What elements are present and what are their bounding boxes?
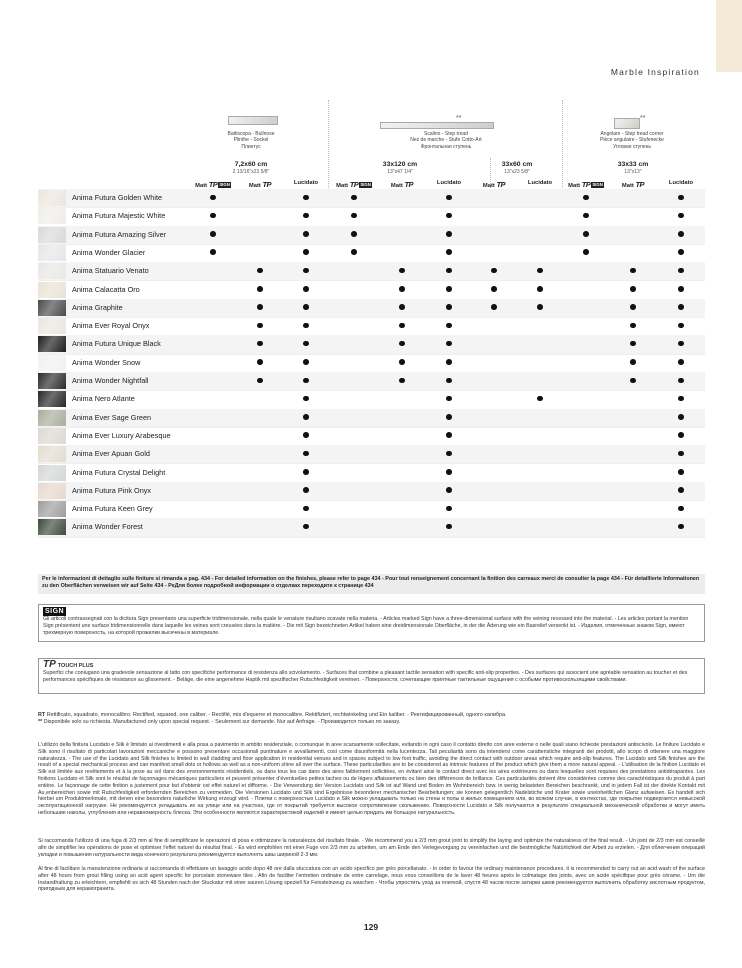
table-row — [38, 500, 705, 519]
table-row — [38, 207, 705, 226]
finish-header: Lucidato — [436, 180, 462, 186]
table-row — [38, 354, 705, 373]
tile-swatch — [38, 501, 66, 517]
touch-plus-mark: TP — [262, 180, 272, 189]
collection-name: Anima Wonder Snow — [72, 357, 141, 367]
finish-header: Matt TP SIGN — [195, 180, 230, 189]
collection-name: Anima Futura Keen Grey — [72, 504, 153, 514]
step-tread-image — [380, 122, 494, 129]
sign-mark: SIGN — [360, 182, 371, 187]
tile-swatch — [38, 300, 66, 316]
availability-dot — [303, 378, 309, 384]
touch-plus-mark: TP — [581, 180, 591, 189]
availability-dot — [399, 304, 405, 310]
table-row — [38, 335, 705, 354]
availability-dot — [446, 268, 452, 274]
availability-dot — [210, 195, 216, 201]
collection-name: Anima Wonder Glacier — [72, 247, 146, 257]
availability-dot — [303, 249, 309, 255]
sign-mark: SIGN — [219, 182, 230, 187]
tile-swatch — [38, 391, 66, 407]
availability-dot — [446, 432, 452, 438]
availability-dot — [303, 304, 309, 310]
availability-dot — [678, 414, 684, 420]
availability-dot — [303, 487, 309, 493]
availability-dot — [351, 195, 357, 201]
availability-dot — [446, 469, 452, 475]
availability-dot — [303, 341, 309, 347]
touch-plus-info-text: Superfici che coniugano una gradevole sensazione al tatto con specifiche performance di resistenza allo scivolamento. - Surfaces that combine a pleasant tactile sensation with specific anti-slip properties. - Des surfaces qui associent une agréable sensation au toucher et des performances spécifiques de résistance au glissement. - Beläge, die eine angenehme Haptik mit spezifischer Rutschfestigkeit vereinen. - Поверхности, сочетающие приятные тактильные ощущения с особыми противоскользящими свойствами. — [43, 670, 688, 683]
tile-swatch — [38, 263, 66, 279]
availability-dot — [257, 359, 263, 365]
size-label: 7,2x60 cm 2 13/16"x23 5/8" — [232, 161, 270, 175]
group-divider — [328, 100, 329, 190]
availability-dot — [446, 506, 452, 512]
finish-header: Lucidato — [293, 180, 319, 186]
availability-dot — [399, 286, 405, 292]
finish-header: Matt TP — [482, 180, 506, 189]
availability-dot — [303, 396, 309, 402]
availability-dot — [257, 323, 263, 329]
availability-dot — [351, 249, 357, 255]
availability-dot — [491, 304, 497, 310]
table-row — [38, 226, 705, 245]
tile-swatch — [38, 282, 66, 298]
availability-dot — [446, 487, 452, 493]
note-rt: RT Rettificato, squadrato, monocalibro. Rectified, squared, one caliber. - Rectifié, mis d'equerre et monocalibre. Rektifiziert, rechtwinkeling und Ein kaliber. - Ректифицированный, одного калибра. — [38, 712, 507, 718]
paragraph-grout-joint: Si raccomanda l'utilizzo di una fuga di 2/3 mm al fine di semplificare le operazioni di posa e ottimizzare la naturalezza del risultato finale. - We recommend you a 2/3 mm grout joint to simplify the laying and optimize the naturalness of the final result. - Un joint de 2/3 mm est conseillé afin de simplifier les opérations de pose et optimiser l'effet naturel du résultat final. - Es wird empfohlen mit einer Fuge von 2/3 mm zu arbeiten, um am Ende den Verlegevorgang zu vereinfachen und die bestmögliche Natürlichkeit der Arbeit zu erzielen. - Для облегчения операций укладки и повышения натуральности вида конечного результата рекомендуется выполнять швы шириной 2-3 мм. — [38, 838, 705, 858]
collection-name: Anima Wonder Nightfall — [72, 376, 149, 385]
availability-dot — [303, 524, 309, 530]
tile-swatch — [38, 465, 66, 481]
collection-name: Anima Futura Crystal Delight — [72, 467, 166, 477]
collection-name: Anima Futura Golden White — [72, 193, 163, 202]
availability-dot — [303, 359, 309, 365]
availability-dot — [678, 286, 684, 292]
availability-dot — [678, 323, 684, 329]
collection-name: Anima Calacatta Oro — [72, 284, 140, 294]
availability-dot — [537, 268, 543, 274]
availability-dot — [446, 378, 452, 384]
touch-plus-mark: TP — [496, 180, 506, 189]
availability-dot — [399, 341, 405, 347]
table-row — [38, 482, 705, 501]
availability-dot — [399, 323, 405, 329]
collection-name: Anima Nero Atlante — [72, 394, 135, 404]
availability-dot — [678, 432, 684, 438]
availability-dot — [678, 195, 684, 201]
collection-name: Anima Futura Unique Black — [72, 339, 161, 349]
tile-swatch — [38, 318, 66, 334]
availability-dot — [678, 249, 684, 255]
notes — [38, 712, 705, 726]
table-row — [38, 299, 705, 318]
table-row — [38, 372, 705, 391]
section-tab — [716, 0, 742, 72]
availability-dot — [303, 432, 309, 438]
availability-dot — [210, 213, 216, 219]
tile-swatch — [38, 483, 66, 499]
availability-dot — [303, 268, 309, 274]
product-step-tread-label: Scalino - Step tread Nez de marche - Stufe Cotto-Art Фронтальная ступень — [410, 131, 482, 150]
on-request-stars: ** — [456, 115, 462, 122]
availability-dot — [446, 451, 452, 457]
availability-dot — [257, 268, 263, 274]
collection-name: Anima Futura Pink Onyx — [72, 485, 152, 495]
paragraph-finish-usage: L'utilizzo della finitura Lucidato e Silk è limitato ai rivestimenti e alla posa a pavimento in ambito residenziale, o comunque in aree scarsamente sollecitate, evitando in ogni caso il contatto diretto con aree esterne o nelle quali siano richieste prestazioni antiscivolo. Le finiture Lucidato e Silk sono il risultato di particolari lavorazioni meccaniche e possono presentare occasionali puntinature e avvallamenti, così come disuniformità nella lucentezza. Tali peculiarità sono da intendersi come caratteristiche integranti dei prodotti, allo scopo di ottenere una maggiore naturalezza. - The use of the Lucidato and Silk finishes is limited to wall cladding and floor application in residential venues and in spaces subject to low foot traffic, avoiding the direct contact with outdoor areas which require anti-slip features. The Lucidato and Silk finishes are the result of a special mechanical process and can manifest small dots or hollows as well as a non-uniform shine all over the surface. These particularities are to be considered as intrinsic features of the product which give them a more natural appeal. - L'utilisation de la finition Lucidato et Silk est limitée aux revêtements et à la pose au sol dans des environnements résidentiels, ou dans tous les cas dans des aires faiblement sollicitées, en évitant ainsi le contact direct avec les aires extérieures ou dans lesquelles sont requises des prestations antidérapantes. Les finitions Lucidato et Silk sont le résultat de façonnages mécaniques particuliers et peuvent présenter d'éventuelles petites taches ou de légers affaissements ou bien des différences de brillance. Ces particularités doivent être considérées comme des caractéristiques du produit à part entière. Le façonnage de cette finition a justement pour but d'obtenir cet effet naturel et difforme. - Die Verwendung der Version Lucidato und Silk ist auf Wand und Boden im Wohnbereich bzw. in wenig belasteten Bereichen beschrankt, und in jedem Fall ist der direkte Kontakt mit Au,enbereichen sowie mit Rutschfestigkeit erfordernden Bereichen zu vermeiden. Die Versionen Lucidato und Silk sind Ergebnisse besonderer mechanischer Bearbeitungen; sie konnen gelegentlich Nadelstiche und Krater sowie uneinheitlichen Glanz aufweisen. Es handelt sich hierbei um Produktmerkmale, mit denen eine besonders naturliche Wirkung erzeugt wird. - Плитки с поверхностью Lucidato и Silk можно укладывать только на стены и полы в жилых помещениях или, во всяком случае, в контекстах, где покрытие подвергается невысокой эксплуатационной нагрузке. Не рекомендуется укладывать их на улице или на участках, где от покрытий требуется высокое сопротивление скольжению. Поверхности Lucidato и Silk получаются в результате специальной механической обработки и могут иметь небольшие наколы, углубления или неравномерность блеска. Эти особенности являются характеристикой изделий и имеют целью придать им большую натуральность. — [38, 742, 705, 816]
sign-info-text: Gli articoli contrassegnati con la dicitura Sign presentano una superficie tridimensionale, nella quale le venature risultano scavate nella materia. - Articles marked Sign have a three-dimensional surface with the veining recessed into the material. - Les articles portant la mention Sign présentent une surface tridimensionnelle dans laquelle les veines sont creusées dans la matière. - Die mit Sign bezeichneten Artikel haben eine dreidimensionale Oberfläche, in der die Äderung wie ein Basrelief versenkt ist. - Изделия, отмеченные знаком Sign, имеют трехмерную поверхность, на которой прожилки высечены в материале. — [43, 616, 689, 636]
availability-dot — [678, 378, 684, 384]
availability-dot — [257, 378, 263, 384]
paragraph-maintenance: Al fine di facilitare la manutenzione ordinaria si raccomanda di effettuare un lavaggio acido dopo 48 ore dalla stuccatura con un acido specifico per grès porcellanato. - In order to favour the ordinary maintenance procedures, it is recommended to carry out an acid wash of the surface after 48 hours from grout filling using an acid agent specific for porcelain stoneware tiles . Afin de faciliter l'entretien ordinaire de votre carrelage, nous vous conseillons de le laver 48 heures après le colmatage des joints, avec un acide spécifique pour grès cérame. - Um die Instandhaltung zu erleichtern, empfiehlt es sich 48 Stunden nach der Stuckatur mit einer sauren Lösung speziell für Feinsteinzeug zu waschen - Чтобы упростить уход за плиткой, спустя 48 часов после затирки швов рекомендуется выполнить обработку кислотным продуктом, пригодным для керамогранита. — [38, 866, 705, 893]
collection-title: Marble Inspiration — [610, 67, 700, 77]
availability-dot — [630, 286, 636, 292]
collection-name: Anima Futura Amazing Silver — [72, 229, 167, 239]
availability-dot — [303, 213, 309, 219]
availability-dot — [303, 231, 309, 237]
availability-dot — [446, 249, 452, 255]
product-bullnose-label: Battiscopa - Bullnose Plinthe - Sockel Плинтус — [227, 131, 275, 150]
availability-dot — [257, 304, 263, 310]
availability-dot — [303, 506, 309, 512]
table-row — [38, 244, 705, 263]
collection-name: Anima Statuario Venato — [72, 266, 149, 276]
availability-dot — [583, 213, 589, 219]
availability-dot — [257, 341, 263, 347]
table-row — [38, 390, 705, 409]
touch-plus-logo: TP — [43, 659, 56, 670]
availability-dot — [303, 286, 309, 292]
tile-swatch — [38, 208, 66, 224]
availability-dot — [446, 213, 452, 219]
availability-dot — [303, 195, 309, 201]
collection-name: Anima Ever Luxury Arabesque — [72, 430, 171, 440]
tile-swatch — [38, 410, 66, 426]
availability-dot — [446, 304, 452, 310]
availability-dot — [446, 359, 452, 365]
availability-dot — [446, 231, 452, 237]
touch-plus-mark: TP — [635, 180, 645, 189]
availability-dot — [630, 268, 636, 274]
collection-name: Anima Ever Sage Green — [72, 412, 152, 422]
finish-header: Matt TP — [390, 180, 414, 189]
tile-swatch — [38, 519, 66, 535]
availability-dot — [630, 359, 636, 365]
availability-dot — [446, 286, 452, 292]
table-row — [38, 427, 705, 446]
page-number: 129 — [363, 922, 379, 932]
availability-dot — [678, 213, 684, 219]
touch-plus-mark: TP — [404, 180, 414, 189]
tile-swatch — [38, 373, 66, 389]
finish-header: Matt TP SIGN — [336, 180, 371, 189]
tile-swatch — [38, 428, 66, 444]
availability-dot — [210, 231, 216, 237]
bullnose-image — [228, 116, 278, 125]
tile-swatch — [38, 190, 66, 206]
collection-name: Anima Wonder Forest — [72, 522, 143, 532]
availability-dot — [303, 469, 309, 475]
finish-info-bar: Per le informazioni di dettaglio sulle finiture si rimanda a pag. 434 - For detailed information on the finishes, please refer to page 434 - Pour tout renseignement concernant la finition des carreaux merci de consulter la page 434 - Für detaillierte Informationen zu den Oberflächen verweisen wir auf Seite 434 - РеДля более подробной информации о отделках переходите к странице 434 — [38, 574, 705, 594]
size-label: 33x60 cm 13"x23 5/8" — [501, 161, 533, 175]
tile-swatch — [38, 446, 66, 462]
availability-dot — [446, 396, 452, 402]
tile-swatch — [38, 227, 66, 243]
table-row — [38, 518, 705, 537]
availability-dot — [303, 451, 309, 457]
collection-name: Anima Graphite — [72, 302, 123, 312]
table-row — [38, 409, 705, 428]
availability-dot — [257, 286, 263, 292]
availability-dot — [446, 341, 452, 347]
size-label: 33x120 cm 13"x47 1/4" — [382, 161, 418, 175]
availability-dot — [678, 341, 684, 347]
touch-plus-mark: TP — [208, 180, 218, 189]
availability-dot — [491, 268, 497, 274]
tile-swatch — [38, 336, 66, 352]
availability-dot — [446, 524, 452, 530]
availability-dot — [303, 323, 309, 329]
availability-dot — [630, 323, 636, 329]
availability-dot — [630, 304, 636, 310]
availability-dot — [351, 213, 357, 219]
availability-dot — [583, 249, 589, 255]
availability-dot — [399, 268, 405, 274]
availability-dot — [678, 469, 684, 475]
availability-dot — [399, 378, 405, 384]
availability-dot — [446, 195, 452, 201]
finish-header: Lucidato — [668, 180, 694, 186]
note-on-request: ** Disponibile solo su richiesta. Manufactured only upon special request. - Seulement sur demande. Nur auf Anfrage. - Производится только по заказу. — [38, 719, 401, 725]
availability-dot — [678, 524, 684, 530]
touch-plus-mark: TP — [349, 180, 359, 189]
group-divider — [562, 100, 563, 190]
finish-header: Lucidato — [527, 180, 553, 186]
touch-plus-info-box — [38, 658, 705, 694]
finish-header: Matt TP — [621, 180, 645, 189]
collection-name: Anima Ever Royal Onyx — [72, 321, 150, 331]
availability-dot — [678, 231, 684, 237]
availability-dot — [630, 341, 636, 347]
step-corner-image — [614, 118, 640, 129]
table-row — [38, 189, 705, 208]
table-row — [38, 445, 705, 464]
availability-dot — [678, 506, 684, 512]
availability-dot — [678, 396, 684, 402]
availability-dot — [678, 268, 684, 274]
finish-header: Matt TP — [248, 180, 272, 189]
tile-swatch — [38, 355, 66, 371]
availability-dot — [210, 249, 216, 255]
table-row — [38, 262, 705, 281]
size-label: 33x33 cm 13"x13" — [617, 161, 649, 175]
finish-header: Matt TP SIGN — [568, 180, 603, 189]
availability-dot — [583, 195, 589, 201]
collection-name: Anima Futura Majestic White — [72, 211, 166, 221]
availability-dot — [537, 286, 543, 292]
availability-dot — [537, 396, 543, 402]
touch-plus-label: TOUCH PLUS — [57, 663, 94, 669]
availability-dot — [399, 359, 405, 365]
tile-swatch — [38, 245, 66, 261]
availability-dot — [678, 359, 684, 365]
on-request-stars: ** — [640, 115, 646, 122]
sign-mark: SIGN — [592, 182, 603, 187]
collection-name: Anima Ever Apuan Gold — [72, 449, 150, 459]
availability-dot — [446, 414, 452, 420]
availability-dot — [583, 231, 589, 237]
sign-info-box — [38, 604, 705, 642]
table-row — [38, 317, 705, 336]
product-step-corner-label: Angolare - Step tread corner Pièce angulaire - Stufenecke Угловая ступень — [600, 131, 664, 150]
availability-dot — [491, 286, 497, 292]
availability-dot — [630, 378, 636, 384]
availability-dot — [351, 231, 357, 237]
availability-dot — [678, 304, 684, 310]
availability-dot — [537, 304, 543, 310]
table-row — [38, 281, 705, 300]
availability-dot — [446, 323, 452, 329]
sign-logo: SIGN — [45, 608, 65, 615]
availability-dot — [303, 414, 309, 420]
table-row — [38, 464, 705, 483]
availability-dot — [678, 487, 684, 493]
availability-dot — [678, 451, 684, 457]
